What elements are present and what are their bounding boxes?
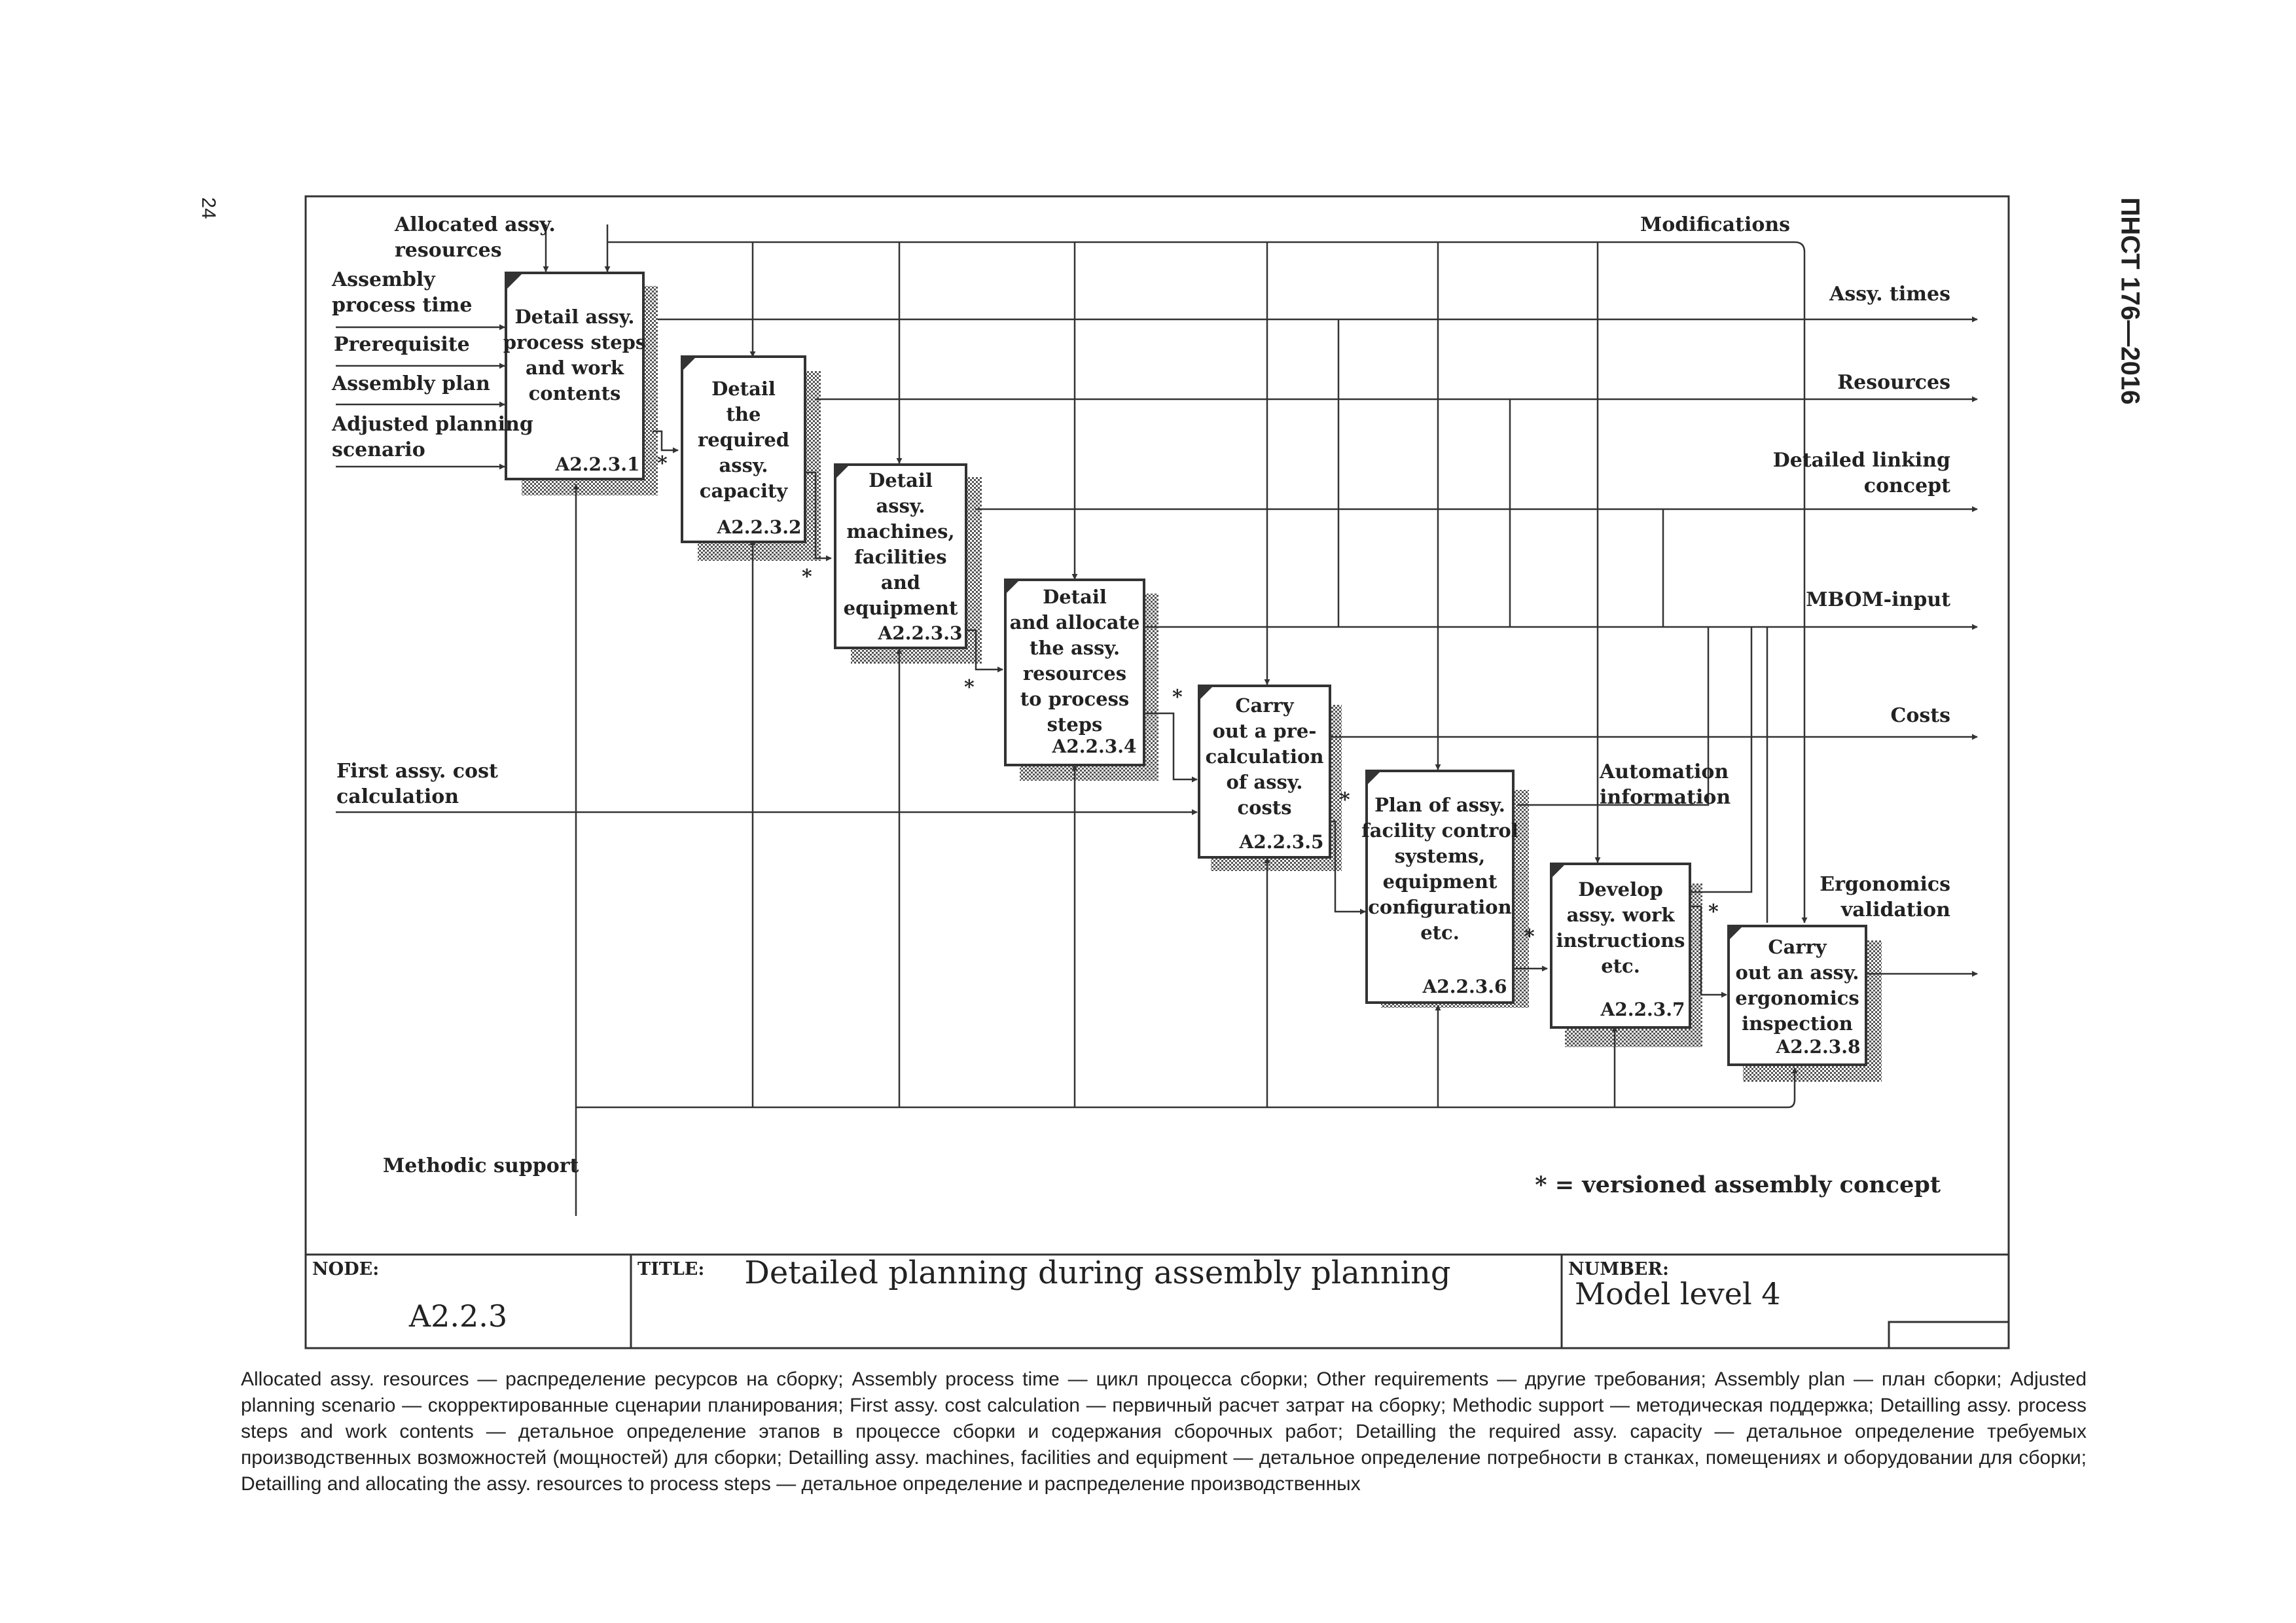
box-label-line: capacity — [699, 480, 788, 502]
automation-label: Automation — [1600, 760, 1729, 783]
box-label-line: facilities — [854, 546, 947, 568]
title-value: Detailed planning during assembly planning — [744, 1255, 1451, 1291]
asterisk: * — [657, 452, 668, 475]
box-label-line: out an assy. — [1735, 961, 1859, 984]
title-block — [312, 1255, 1781, 1334]
input-allocated-label: Allocated assy. — [395, 213, 556, 236]
footnote: Allocated assy. resources — распределение ресурсов на сборку; Assembly process time — цикл процесса сборки; Other requirements — другие требования; Assembly plan — план сборки; Adjusted planning scenario — скорректированные сценарии планирования; First assy. cost calculation — первичный расчет затрат на сборку; Methodic support — методическая поддержка; Detailling assy. process steps and work contents — детальное определение этапов в процессе сборки и содержания сборочных работ; Detailling the required assy. capacity — детальное определение требуемых производственных возможностей (мощностей) для сборки; Detailling assy. machines, facilities and equipment — детальное определение потребности в станках, помещениях и оборудовании для сборки; Detailling and allocating the assy. resources to process steps — детальное определение и распределение производственных — [241, 1368, 2087, 1495]
output-resources-label: Resources — [1837, 371, 1950, 394]
node-value: A2.2.3 — [408, 1298, 508, 1334]
output-ergonomics-label: validation — [1840, 899, 1950, 921]
input-first-cost-label: calculation — [336, 785, 459, 808]
asterisk: * — [1708, 901, 1719, 923]
output-labels — [1773, 283, 1950, 921]
box-label-line: to process — [1020, 688, 1130, 710]
box-label-line: etc. — [1601, 955, 1640, 977]
title-label: TITLE: — [637, 1259, 705, 1279]
node-label: NODE: — [312, 1259, 380, 1279]
box-label-line: instructions — [1556, 929, 1685, 952]
methodic-support-label: Methodic support — [383, 1154, 579, 1177]
asterisk: * — [964, 676, 975, 699]
box-label-line: inspection — [1742, 1012, 1853, 1035]
box-label-line: Detail — [1043, 586, 1107, 608]
box-label-line: required — [697, 429, 790, 451]
input-adjusted-label: Adjusted planning — [332, 413, 533, 436]
number-value: Model level 4 — [1575, 1276, 1781, 1311]
box-label-line: assy. — [876, 495, 925, 517]
asterisk: * — [1340, 789, 1350, 812]
input-adjusted-label: scenario — [332, 438, 425, 461]
asterisk: * — [802, 565, 812, 588]
legend-text: * = versioned assembly concept — [1535, 1171, 1941, 1198]
input-process-time-label: process time — [332, 294, 473, 317]
output-linking-label: concept — [1863, 474, 1950, 497]
box-label-line: Detail — [869, 469, 933, 491]
box-label-line: systems, — [1394, 845, 1486, 867]
automation-label: information — [1600, 786, 1731, 809]
box-label-line: Detail assy. — [514, 306, 635, 328]
box-label-line: calculation — [1205, 745, 1324, 768]
box-label-line: process steps — [503, 331, 647, 353]
box-label-line: Carry — [1768, 936, 1827, 958]
asterisk: * — [1524, 925, 1535, 948]
box-label-line: the — [726, 403, 761, 425]
box-node-number: A2.2.3.2 — [717, 516, 802, 538]
box-label-line: Plan of assy. — [1374, 794, 1505, 816]
box-node-number: A2.2.3.8 — [1776, 1036, 1861, 1058]
box-label-line: assy. work — [1566, 904, 1675, 926]
box-label-line: ergonomics — [1735, 987, 1859, 1009]
box-label-line: contents — [528, 382, 621, 404]
box-label-line: etc. — [1420, 921, 1460, 944]
box-label-line: Develop — [1578, 878, 1663, 901]
output-assy-times-label: Assy. times — [1829, 283, 1950, 306]
box-label-line: facility control — [1361, 819, 1518, 842]
box-node-number: A2.2.3.1 — [555, 454, 640, 475]
input-process-time-label: Assembly — [332, 268, 435, 291]
box-node-number: A2.2.3.7 — [1600, 999, 1685, 1020]
box-label-line: the assy. — [1029, 637, 1121, 659]
input-first-cost-label: First assy. cost — [336, 760, 498, 783]
box-label-line: assy. — [719, 454, 768, 476]
box-node-number: A2.2.3.5 — [1239, 831, 1324, 853]
number-label: NUMBER: — [1568, 1259, 1669, 1279]
box-node-number: A2.2.3.4 — [1052, 736, 1137, 757]
box-label-line: of assy. — [1226, 771, 1303, 793]
output-ergonomics-label: Ergonomics — [1820, 873, 1950, 896]
output-costs-label: Costs — [1890, 704, 1950, 727]
box-label-line: equipment — [843, 597, 958, 619]
output-mbom-label: MBOM-input — [1806, 588, 1950, 611]
input-allocated-label: resources — [395, 239, 502, 262]
asterisk: * — [1172, 686, 1183, 709]
box-node-number: A2.2.3.3 — [878, 622, 963, 644]
box-label-line: machines, — [846, 520, 955, 543]
box-label-line: Detail — [711, 378, 776, 400]
output-linking-label: Detailed linking — [1772, 449, 1950, 472]
box-label-line: Carry — [1235, 694, 1294, 717]
input-assembly-plan-label: Assembly plan — [332, 372, 490, 395]
box-label-line: steps — [1047, 713, 1103, 736]
box-label-line: and — [880, 571, 921, 594]
box-label-line: and work — [526, 357, 624, 379]
box-label-line: and allocate — [1009, 611, 1140, 633]
modifications-label: Modifications — [1640, 213, 1791, 236]
box-label-line: out a pre- — [1212, 720, 1317, 742]
input-prerequisite-label: Prerequisite — [334, 333, 470, 356]
box-label-line: costs — [1237, 796, 1292, 819]
box-label-line: equipment — [1382, 870, 1498, 893]
box-label-line: resources — [1022, 662, 1127, 685]
box-label-line: configuration — [1368, 896, 1512, 918]
box-node-number: A2.2.3.6 — [1422, 976, 1507, 997]
